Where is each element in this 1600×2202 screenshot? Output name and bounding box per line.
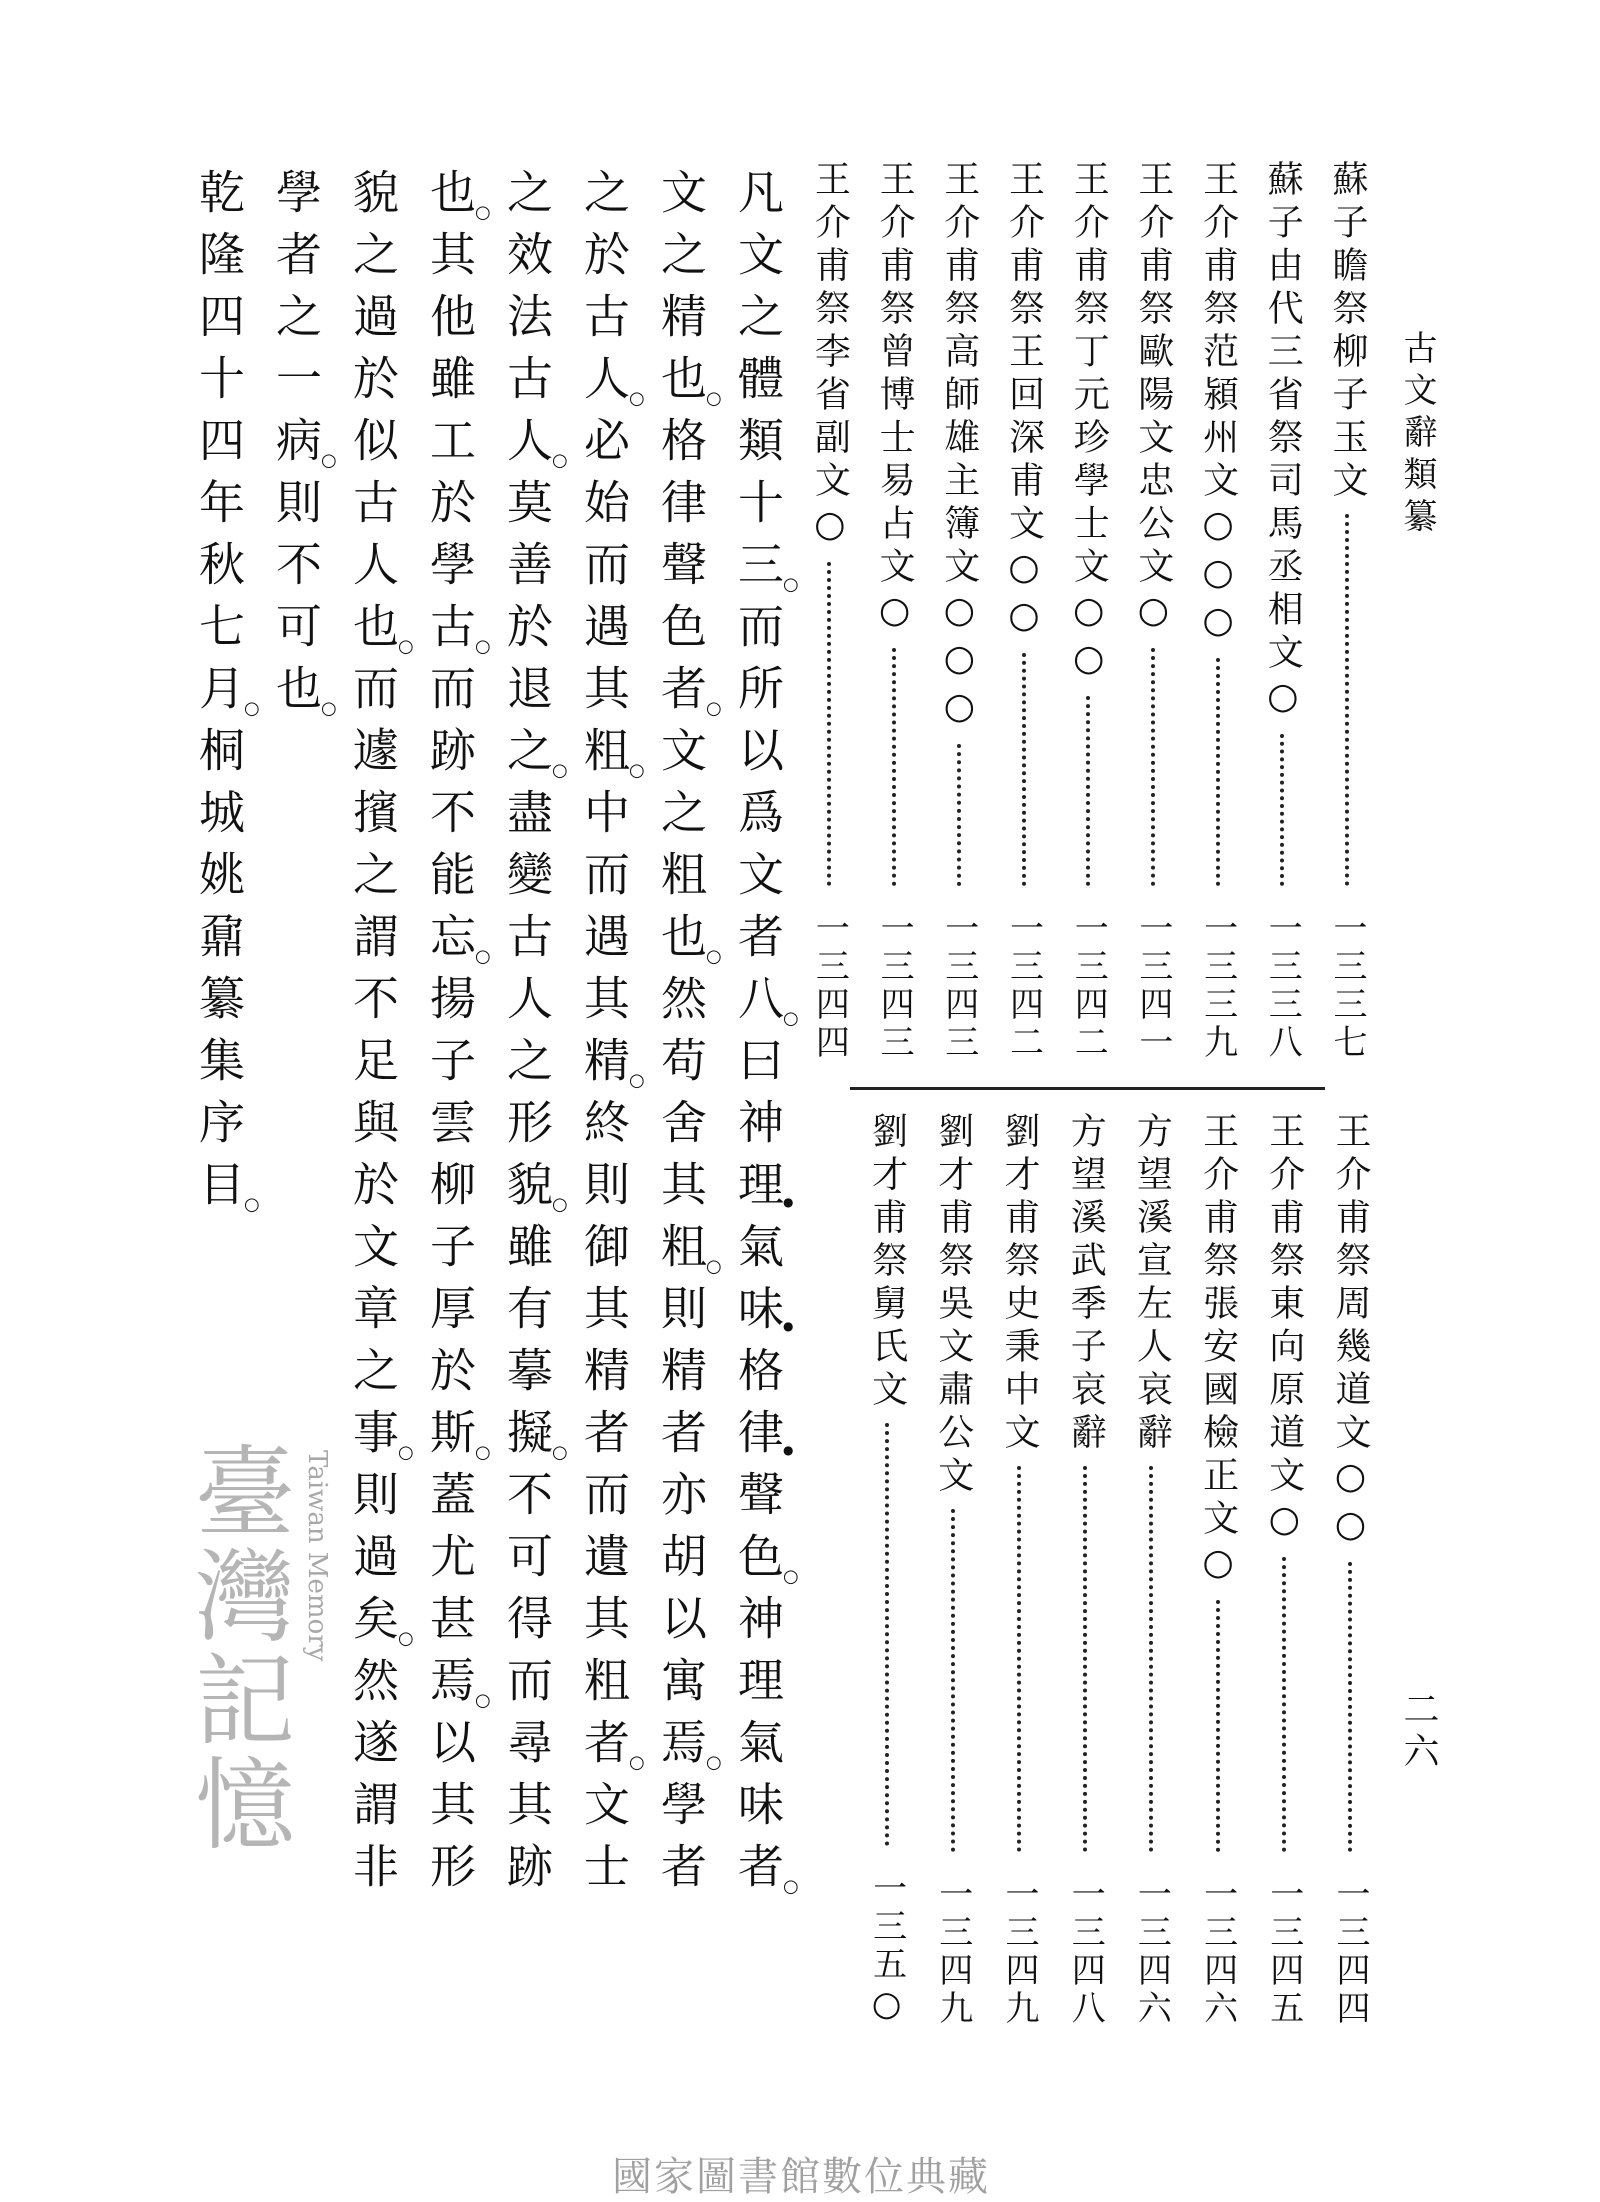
catalog-entry: [1330, 1112, 1370, 2028]
entry-page-number: 一三三九: [1197, 910, 1238, 1062]
entry-page-number: 一三四八: [1065, 1876, 1106, 2028]
catalog-entry: [809, 160, 849, 1062]
leader-dots: [1151, 648, 1155, 886]
entry-page-number: 一三四九: [932, 1876, 973, 2028]
entry-title: 王介甫祭曾博士易占文○: [874, 160, 916, 638]
circle-punctuation-mark: ○: [629, 760, 645, 781]
leader-dots: [1216, 658, 1220, 886]
catalog-entry: [999, 1112, 1039, 2028]
entry-title: 方望溪宣左人哀辭: [1131, 1112, 1173, 1456]
catalog-entry: [874, 160, 914, 1062]
preface-column: 貌之過於似古人也 ○ 而遽擯之謂不足與於文章之事 ○ 則過矣 ○ 然遂謂非: [346, 168, 414, 1904]
circle-punctuation-mark: ○: [706, 946, 722, 967]
circle-punctuation-mark: ○: [552, 760, 568, 781]
entry-page-number: 一三三七: [1327, 910, 1367, 1062]
entry-title: 王介甫祭高師雄主簿文○○○: [938, 160, 980, 734]
entry-page-number: 一三四二: [1003, 910, 1044, 1062]
circle-punctuation-mark: ○: [475, 1690, 491, 1711]
circle-punctuation-mark: ○: [398, 636, 414, 657]
entry-page-number: 一三四一: [1132, 910, 1173, 1062]
watermark-en: Taiwan Memory: [302, 1450, 332, 1662]
leader-dots: [1083, 1466, 1087, 1852]
catalog-entry: [1065, 1112, 1105, 2028]
circle-punctuation-mark: ○: [321, 450, 337, 471]
leader-dots: [1348, 1562, 1352, 1852]
entry-page-number: 一三四二: [1068, 910, 1109, 1062]
entry-title: 蘇子瞻祭柳子玉文: [1327, 160, 1368, 504]
circle-punctuation-mark: ○: [783, 1008, 799, 1029]
entry-title: 劉才甫祭舅氏文: [866, 1112, 908, 1413]
section-divider: [850, 1087, 1325, 1090]
catalog-entry: [939, 160, 979, 1062]
entry-title: 蘇子由代三省祭司馬丞相文○: [1262, 160, 1304, 724]
entry-title: 劉才甫祭史秉中文: [999, 1112, 1040, 1456]
leader-dots: [1280, 734, 1284, 886]
preface-column: 乾隆四十四年秋七月 ○ 桐城姚鼐纂集序目 ○: [192, 168, 260, 1222]
circle-punctuation-mark: ○: [706, 388, 722, 409]
leader-dots: [1149, 1466, 1153, 1852]
entry-title: 王介甫祭丁元珍學士文○○: [1068, 160, 1110, 686]
preface-column: 學者之一病 ○ 則不可也 ○: [269, 168, 337, 726]
circle-punctuation-mark: ○: [629, 1752, 645, 1773]
circle-punctuation-mark: ○: [398, 1628, 414, 1649]
preface-column: 文之精也 ○ 格律聲色者 ○ 文之粗也 ○ 然苟舍其粗 ○ 則精者亦胡以寓焉 ○ 學者: [654, 168, 722, 1904]
entry-page-number: 一三四五: [1263, 1876, 1304, 2028]
entry-title: 王介甫祭李省副文○: [809, 160, 851, 552]
circle-punctuation-mark: ○: [475, 1442, 491, 1463]
circle-punctuation-mark: ○: [321, 698, 337, 719]
entry-page-number: 一三四四: [809, 910, 850, 1062]
entry-page-number: 一三四三: [938, 910, 979, 1062]
leader-dots: [1345, 514, 1349, 886]
preface-column: 也 ○ 其他雖工於學古 ○ 而跡不能忘 ○ 揚子雲柳子厚於斯 ○ 蓋尤甚焉 ○ 以其形: [423, 168, 491, 1904]
dot-punctuation-mark: ●: [783, 1195, 794, 1209]
leader-dots: [951, 1509, 955, 1852]
preface-column: 之效法古人 ○ 莫善於退之 ○ 盡變古人之形貌 ○ 雖有摹擬 ○ 不可得而尋其跡: [500, 168, 568, 1904]
entry-page-number: 一三四六: [1131, 1876, 1172, 2028]
catalog-entry: [1004, 160, 1044, 1062]
circle-punctuation-mark: ○: [475, 946, 491, 967]
circle-punctuation-mark: ○: [552, 1194, 568, 1215]
catalog-entry: [1198, 1112, 1238, 2028]
entry-title: 王介甫祭周幾道文○○: [1330, 1112, 1371, 1552]
circle-punctuation-mark: ○: [783, 1876, 799, 1897]
leader-dots: [885, 1423, 889, 1846]
catalog-entry: [1264, 1112, 1304, 2028]
catalog-entry: [867, 1112, 907, 2028]
circle-punctuation-mark: ○: [475, 636, 491, 657]
leader-dots: [1216, 1600, 1220, 1852]
entry-title: 王介甫祭張安國檢正文○: [1197, 1112, 1239, 1590]
leader-dots: [1017, 1466, 1021, 1852]
entry-page-number: 一三四四: [1330, 1876, 1370, 2028]
circle-punctuation-mark: ○: [244, 698, 260, 719]
watermark-cjk: 臺灣記憶: [178, 1440, 295, 1856]
circle-punctuation-mark: ○: [783, 1566, 799, 1587]
entry-page-number: 一三三八: [1262, 910, 1303, 1062]
leader-dots: [892, 648, 896, 886]
entry-title: 方望溪武季子哀辭: [1065, 1112, 1107, 1456]
entry-page-number: 一三四九: [999, 1876, 1039, 2028]
circle-punctuation-mark: ○: [629, 388, 645, 409]
circle-punctuation-mark: ○: [629, 1070, 645, 1091]
leader-dots: [1282, 1557, 1286, 1852]
entry-title: 王介甫祭王回深甫文○○: [1003, 160, 1045, 643]
taiwan-memory-watermark: [178, 1440, 346, 2000]
catalog-entry: [1131, 1112, 1171, 2028]
entry-title: 劉才甫祭吳文肅公文: [932, 1112, 974, 1499]
circle-punctuation-mark: ○: [706, 698, 722, 719]
circle-punctuation-mark: ○: [552, 450, 568, 471]
page-number: 二六: [1398, 1690, 1439, 1774]
circle-punctuation-mark: ○: [706, 1752, 722, 1773]
leader-dots: [1086, 696, 1090, 886]
entry-title: 王介甫祭歐陽文忠公文○: [1132, 160, 1174, 638]
circle-punctuation-mark: ○: [398, 1442, 414, 1463]
leader-dots: [957, 744, 961, 886]
catalog-entry: [1133, 160, 1173, 1062]
preface-column: 凡文之體類十三 ○ 而所以爲文者八 ○ 曰神理 ● 氣味 ● 格律 ● 聲色 ○ 神理氣味者 ○: [731, 168, 799, 1904]
leader-dots: [827, 562, 831, 886]
entry-page-number: 一三五○: [866, 1870, 907, 2028]
entry-page-number: 一三四六: [1197, 1876, 1238, 2028]
entry-title: 王介甫祭范潁州文○○○: [1197, 160, 1239, 648]
running-head-book-title: 古文辭類纂: [1397, 330, 1437, 540]
catalog-entry: [1068, 160, 1108, 1062]
entry-title: 王介甫祭東向原道文○: [1263, 1112, 1305, 1547]
preface-column: 之於古人 ○ 必始而遇其粗 ○ 中而遇其精 ○ 終則御其精者而遺其粗者 ○ 文士: [577, 168, 645, 1904]
circle-punctuation-mark: ○: [475, 202, 491, 223]
circle-punctuation-mark: ○: [244, 1194, 260, 1215]
catalog-entry: [1262, 160, 1302, 1062]
catalog-entry: [1198, 160, 1238, 1062]
circle-punctuation-mark: ○: [783, 574, 799, 595]
footer-credit: 國家圖書館數位典藏: [612, 2154, 990, 2200]
dot-punctuation-mark: ●: [783, 1443, 794, 1457]
catalog-entry: [1327, 160, 1367, 1062]
dot-punctuation-mark: ●: [783, 1319, 794, 1333]
leader-dots: [1022, 653, 1026, 886]
entry-page-number: 一三四三: [874, 910, 915, 1062]
circle-punctuation-mark: ○: [706, 1256, 722, 1277]
circle-punctuation-mark: ○: [552, 1442, 568, 1463]
catalog-entry: [933, 1112, 973, 2028]
